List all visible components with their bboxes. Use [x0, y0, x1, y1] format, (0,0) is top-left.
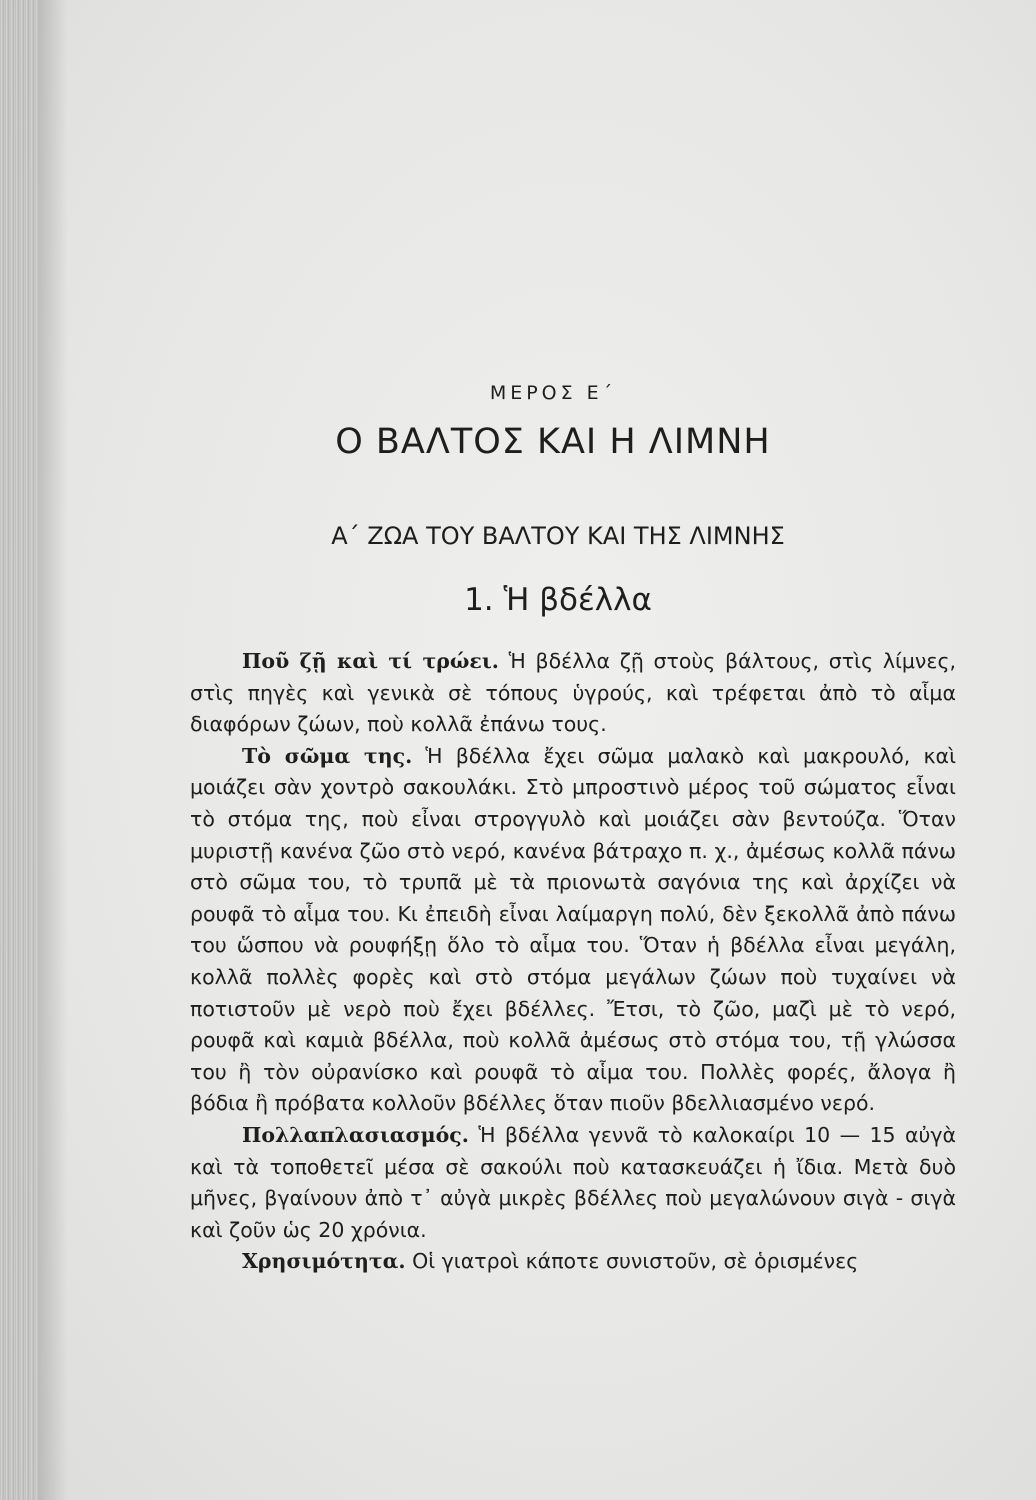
body-text [190, 646, 956, 1278]
paragraph-heading: Ποῦ ζῇ καὶ τί τρώει. [242, 649, 499, 673]
paragraph-text: Ἡ βδέλλα ζῇ στοὺς βάλτους, στὶς λίμνες, στὶς πηγὲς καὶ γενικὰ σὲ τόπους ὑγρούς, καὶ τρέφεται ἀπὸ τὸ αἷμα διαφόρων ζώων, ποὺ κολλᾶ ἐπάνω τους. [190, 649, 957, 737]
book-page-edge [0, 0, 38, 1500]
paragraph-heading: Χρησιμότητα. [242, 1249, 406, 1274]
paragraph-habitat [190, 646, 956, 741]
chapter-title: 1. Ἡ βδέλλα [464, 582, 652, 618]
paragraph-heading: Πολλαπλασιασμός. [242, 1122, 469, 1147]
part-title: Ο ΒΑΛΤΟΣ ΚΑΙ Η ΛΙΜΝΗ [335, 422, 771, 462]
paragraph-text: Ἡ βδέλλα ἔχει σῶμα μαλακὸ καὶ μακρουλό, καὶ μοιάζει σὰν χοντρὸ σακουλάκι. Στὸ μπροστινὸ μέρος τοῦ σώματος εἶναι τὸ στόμα της, ποὺ εἶναι στρογγυλὸ καὶ μοιάζει σὰν βεντούζα. Ὅταν μυριστῇ κανένα ζῶο στὸ νερό, κανένα βάτραχο π. χ., ἀμέσως κολλᾶ πάνω στὸ σῶμα του, τὸ τρυπᾶ μὲ τὰ πριονωτὰ σαγόνια της καὶ ἀρχίζει νὰ ρουφᾶ τὸ αἷμα του. Κι ἐπειδὴ εἶναι λαίμαργη πολύ, δὲν ξεκολλᾶ ἀπὸ πάνω του ὥσπου νὰ ρουφήξῃ ὅλο τὸ αἷμα του. Ὅταν ἡ βδέλλα εἶναι μεγάλη, κολλᾶ πολλὲς φορὲς καὶ στὸ στόμα μεγάλων ζώων ποὺ τυχαίνει νὰ ποτιστοῦν μὲ νερὸ ποὺ ἔχει βδέλλες. Ἔτσι, τὸ ζῶο, μαζὶ μὲ τὸ νερό, ρουφᾶ καὶ καμιὰ βδέλλα, ποὺ κολλᾶ ἀμέσως στὸ στόμα του, τῇ γλώσσα του ἢ τὸν οὐρανίσκο καὶ ρουφᾶ τὸ αἷμα του. Πολλὲς φορές, ἄλογα ἢ βόδια ἢ πρόβατα κολλοῦν βδέλλες ὅταν πιοῦν βδελλιασμένο νερό. [190, 743, 957, 1116]
paragraph-reproduction [190, 1120, 956, 1246]
paragraph-text: Οἱ γιατροὶ κάποτε συνιστοῦν, σὲ ὁρισμένες [405, 1249, 859, 1274]
paragraph-body [190, 741, 956, 1120]
paragraph-text: Ἡ βδέλλα γεννᾶ τὸ καλοκαίρι 10 — 15 αὐγὰ καὶ τὰ τοποθετεῖ μέσα σὲ σακούλι ποὺ κατασκευάζει ἡ ἴδια. Μετὰ δυὸ μῆνες, βγαίνουν ἀπὸ τ᾽ αὐγὰ μικρὲς βδέλλες ποὺ μεγαλώνουν σιγὰ - σιγὰ καὶ ζοῦν ὡς 20 χρόνια. [190, 1122, 956, 1242]
binding-shadow [38, 0, 68, 1500]
section-title: Α΄ ΖΩΑ ΤΟΥ ΒΑΛΤΟΥ ΚΑΙ ΤΗΣ ΛΙΜΝΗΣ [331, 522, 785, 550]
paragraph-usefulness [190, 1246, 956, 1278]
paragraph-heading: Τὸ σῶμα της. [242, 743, 413, 768]
part-label: ΜΕΡΟΣ Ε΄ [489, 382, 617, 404]
